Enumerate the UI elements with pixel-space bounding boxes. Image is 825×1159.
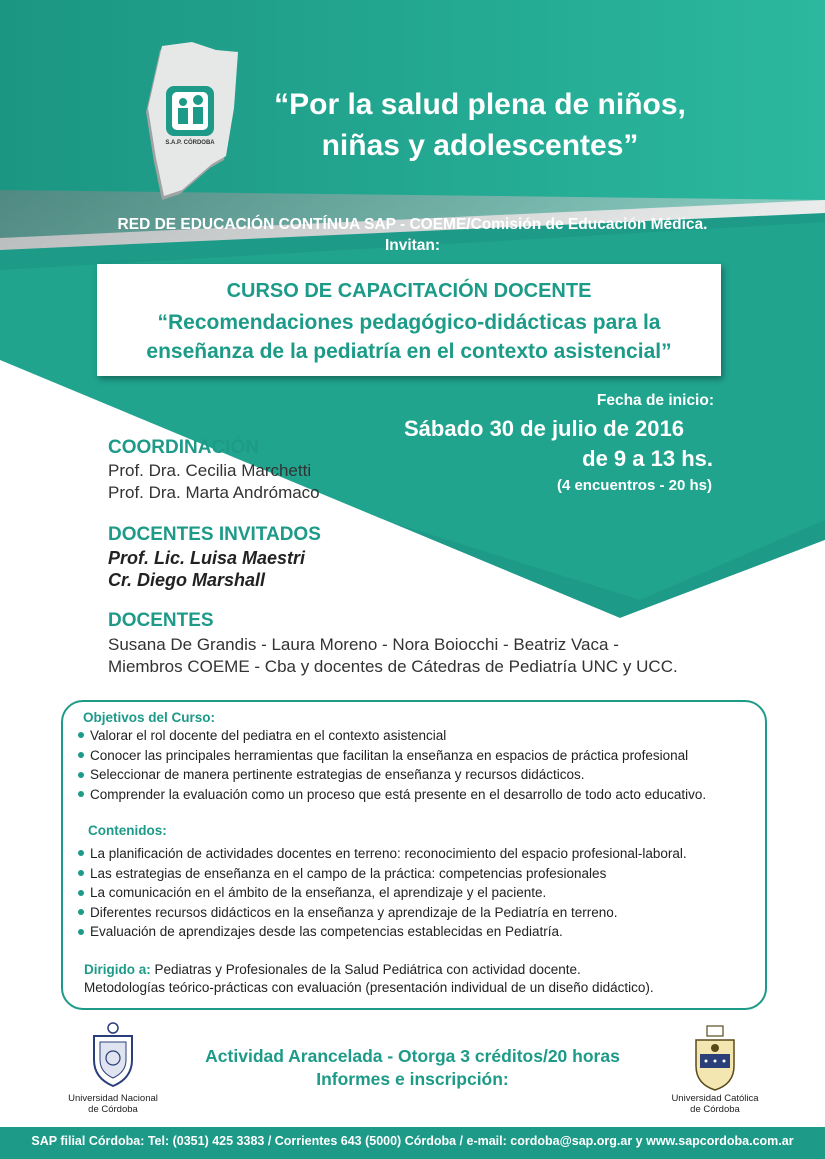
- contents-list: [78, 844, 687, 942]
- bullet-icon: [78, 890, 84, 896]
- audience-label: Dirigido a:: [84, 962, 151, 977]
- coordinator-name: Prof. Dra. Marta Andrómaco: [108, 483, 320, 502]
- sap-cordoba-logo: [140, 42, 244, 202]
- bullet-icon: [78, 772, 84, 778]
- content-text: Las estrategias de enseñanza en el campo de la práctica: competencias profesionales: [90, 865, 607, 881]
- bullet-icon: [78, 752, 84, 758]
- guest-teachers-heading: DOCENTES INVITADOS: [108, 524, 321, 545]
- ucc-name-line-1: Universidad Católica: [671, 1093, 759, 1104]
- schedule-hours: de 9 a 13 hs.: [582, 446, 713, 471]
- course-subtitle: [97, 308, 721, 366]
- coordination-heading: COORDINACIÓN: [108, 437, 259, 458]
- guest-teacher-name: Cr. Diego Marshall: [108, 570, 266, 590]
- ucc-name: [660, 1093, 770, 1115]
- invite-label: Invitan:: [384, 237, 441, 254]
- methodology-line: Metodologías teórico-prácticas con evaluación (presentación individual de un diseño didáctico).: [84, 980, 654, 995]
- content-text: Evaluación de aprendizajes desde las competencias establecidas en Pediatría.: [90, 924, 563, 940]
- guest-teacher-name: Prof. Lic. Luisa Maestri: [108, 548, 306, 568]
- fee-credits: Actividad Arancelada - Otorga 3 créditos/20 horas: [205, 1046, 620, 1066]
- bullet-icon: [78, 791, 84, 797]
- list-item: [78, 765, 706, 785]
- start-date: Sábado 30 de julio de 2016: [404, 416, 684, 441]
- schedule-meetings: (4 encuentros - 20 hs): [556, 477, 712, 494]
- objective-text: Seleccionar de manera pertinente estrategias de enseñanza y recursos didácticos.: [90, 767, 585, 783]
- course-title: CURSO DE CAPACITACIÓN DOCENTE: [226, 280, 592, 302]
- list-item: [78, 844, 687, 864]
- coordinator-name: Prof. Dra. Cecilia Marchetti: [108, 461, 312, 480]
- unc-seal-icon: [88, 1020, 138, 1088]
- course-subtitle-line-2: enseñanza de la pediatría en el contexto asistencial”: [146, 340, 672, 363]
- unc-name: [58, 1093, 168, 1115]
- start-date-label: Fecha de inicio:: [596, 392, 714, 409]
- slogan-line-2: niñas y adolescentes”: [321, 129, 639, 162]
- unc-name-line-1: Universidad Nacional: [68, 1093, 158, 1104]
- list-item: [78, 726, 706, 746]
- slogan: [250, 84, 710, 166]
- list-item: [78, 746, 706, 766]
- bullet-icon: [78, 909, 84, 915]
- bullet-icon: [78, 929, 84, 935]
- list-item: [78, 903, 687, 923]
- contents-heading: Contenidos:: [88, 823, 167, 838]
- footer-contact: SAP filial Córdoba: Tel: (0351) 425 3383 / Corrientes 643 (5000) Córdoba / e-mail: cordoba@sap.org.ar y www.sapcordoba.com.ar: [31, 1134, 794, 1148]
- content-text: Diferentes recursos didácticos en la enseñanza y aprendizaje de la Pediatría en terreno.: [90, 904, 618, 920]
- ucc-name-line-2: de Córdoba: [690, 1104, 740, 1115]
- list-item: [78, 922, 687, 942]
- registration-info: Informes e inscripción:: [316, 1069, 509, 1089]
- objective-text: Valorar el rol docente del pediatra en el contexto asistencial: [90, 728, 447, 743]
- bullet-icon: [78, 870, 84, 876]
- objective-text: Conocer las principales herramientas que facilitan la enseñanza en espacios de práctica profesional: [90, 747, 689, 763]
- teachers-line: Susana De Grandis - Laura Moreno - Nora Boiocchi - Beatriz Vaca -: [108, 635, 619, 654]
- slogan-line-1: “Por la salud plena de niños,: [274, 88, 686, 121]
- sap-logo-caption: S.A.P. CÓRDOBA: [165, 140, 215, 146]
- teachers-heading: DOCENTES: [108, 610, 214, 631]
- teachers-line: Miembros COEME - Cba y docentes de Cátedras de Pediatría UNC y UCC.: [108, 657, 678, 676]
- objectives-list: [78, 726, 706, 804]
- bullet-icon: [78, 732, 84, 738]
- list-item: [78, 864, 687, 884]
- ucc-seal-icon: [690, 1024, 740, 1092]
- content-text: La planificación de actividades docentes en terreno: reconocimiento del espacio profesional-laboral.: [90, 846, 687, 861]
- content-text: La comunicación en el ámbito de la enseñanza, el aprendizaje y el paciente.: [90, 885, 547, 901]
- list-item: [78, 883, 687, 903]
- audience-text: Pediatras y Profesionales de la Salud Pediátrica con actividad docente.: [154, 962, 581, 977]
- list-item: [78, 785, 706, 805]
- audience-line: [84, 960, 581, 980]
- objective-text: Comprender la evaluación como un proceso que está presente en el desarrollo de todo acto educativo.: [90, 786, 707, 802]
- network-line: RED DE EDUCACIÓN CONTÍNUA SAP - COEME/Comisión de Educación Médica.: [117, 216, 708, 233]
- objectives-heading: Objetivos del Curso:: [83, 710, 216, 725]
- bullet-icon: [78, 850, 84, 856]
- unc-name-line-2: de Córdoba: [88, 1104, 138, 1115]
- course-subtitle-line-1: “Recomendaciones pedagógico-didácticas para la: [157, 311, 661, 334]
